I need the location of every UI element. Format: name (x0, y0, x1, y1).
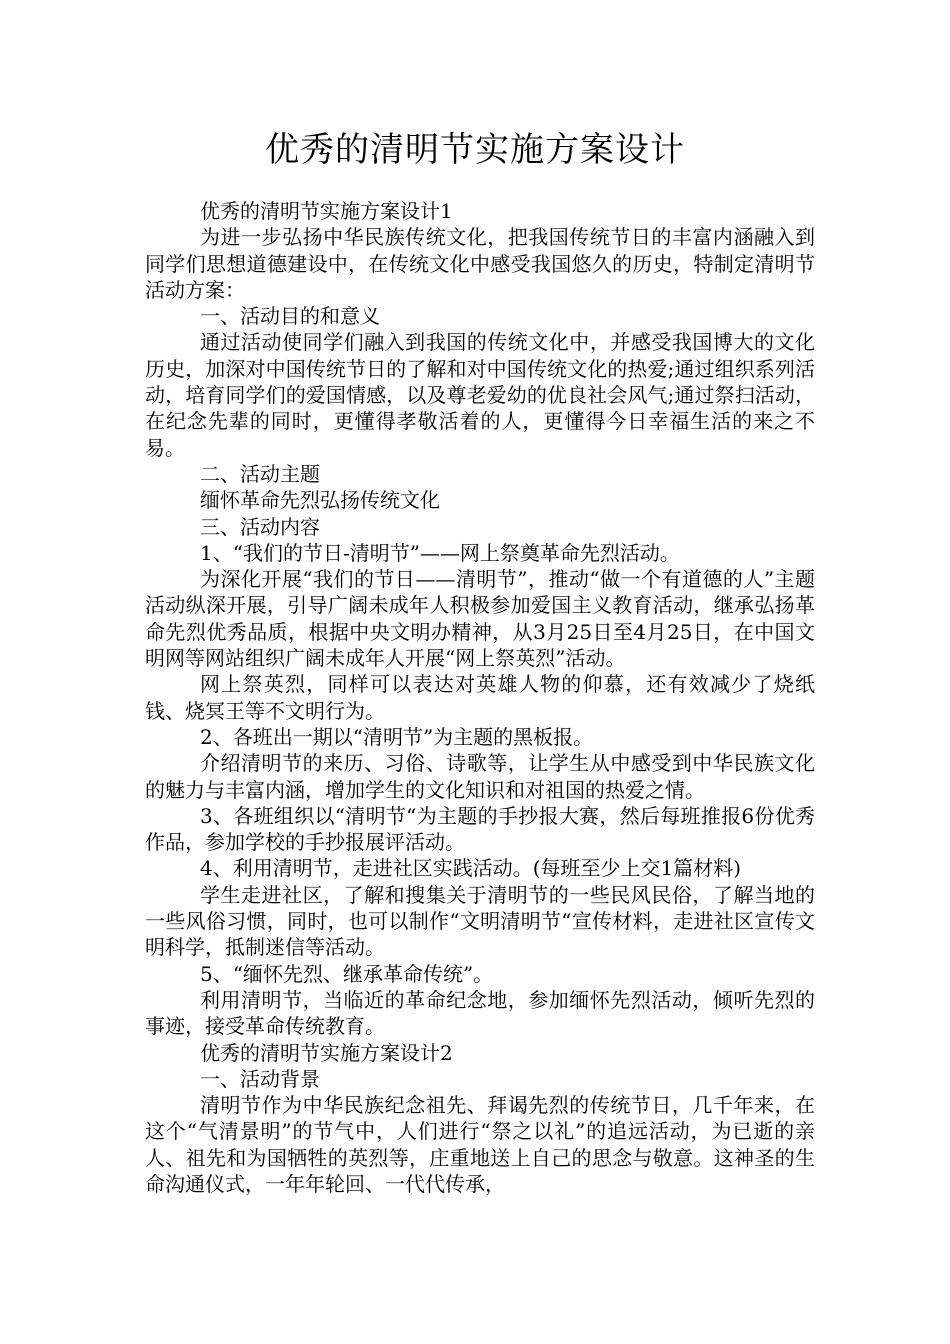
document-body (145, 198, 815, 1197)
paragraph: 优秀的清明节实施方案设计1 (200, 199, 453, 223)
paragraph: 网上祭英烈，同样可以表达对英雄人物的仰慕，还有效减少了烧纸钱、烧冥王等不文明行为。 (145, 672, 815, 723)
paragraph: 5、“缅怀先烈、继承革命传统”。 (200, 961, 494, 986)
paragraph: 三、活动内容 (200, 514, 320, 539)
paragraph: 通过活动使同学们融入到我国的传统文化中，并感受我国博大的文化历史，加深对中国传统节日的了解和对中国传统文化的热爱;通过组织系列活动，培育同学们的爱国情感，以及尊老爱幼的优良社会风气;通过祭扫活动，在纪念先辈的同时，更懂得孝敬活着的人，更懂得今日幸福生活的来之不易。 (145, 330, 815, 460)
paragraph: 为深化开展“我们的节日——清明节”，推动“做一个有道德的人”主题活动纵深开展，引导广阔未成年人积极参加爱国主义教育活动，继承弘扬革命先烈优秀品质，根据中央文明办精神，从3月25日至4月25日，在中国文明网等网站组织广阔未成年人开展“网上祭英烈”活动。 (145, 567, 815, 671)
paragraph: 2、各班出一期以“清明节”为主题的黑板报。 (200, 724, 594, 749)
paragraph: 为进一步弘扬中华民族传统文化，把我国传统节日的丰富内涵融入到同学们思想道德建设中，在传统文化中感受我国悠久的历史，特制定清明节活动方案： (145, 225, 815, 302)
paragraph: 缅怀革命先烈弘扬传统文化 (200, 488, 440, 513)
paragraph: 利用清明节，当临近的革命纪念地，参加缅怀先烈活动，倾听先烈的事迹，接受革命传统教育。 (145, 987, 815, 1039)
paragraph: 3、各班组织以“清明节“为主题的手抄报大赛，然后每班推报6份优秀作品，参加学校的手抄报展评活动。 (145, 803, 815, 855)
document-title: 优秀的清明节实施方案设计 (265, 130, 685, 170)
paragraph: 二、活动主题 (200, 461, 320, 486)
paragraph: 一、活动目的和意义 (200, 304, 380, 329)
paragraph: 介绍清明节的来历、习俗、诗歌等，让学生从中感受到中华民族文化的魅力与丰富内涵，增加学生的文化知识和对祖国的热爱之情。 (145, 751, 815, 802)
paragraph: 一、活动背景 (200, 1066, 320, 1091)
paragraph: 4、利用清明节，走进社区实践活动。(每班至少上交1篇材料) (200, 856, 742, 881)
paragraph: 优秀的清明节实施方案设计2 (200, 1040, 453, 1065)
paragraph: 1、“我们的节日-清明节”——网上祭奠革命先烈活动。 (200, 540, 680, 565)
paragraph: 清明节作为中华民族纪念祖先、拜谒先烈的传统节日，几千年来，在这个“气清景明”的节气中，人们进行“祭之以礼”的追远活动，为已逝的亲人、祖先和为国牺牲的英烈等，庄重地送上自己的思念与敬意。这神圣的生命沟通仪式，一年年轮回、一代代传承， (145, 1093, 815, 1196)
paragraph: 学生走进社区，了解和搜集关于清明节的一些民风民俗，了解当地的一些风俗习惯，同时，也可以制作“文明清明节“宣传材料，走进社区宣传文明科学，抵制迷信等活动。 (145, 882, 815, 960)
